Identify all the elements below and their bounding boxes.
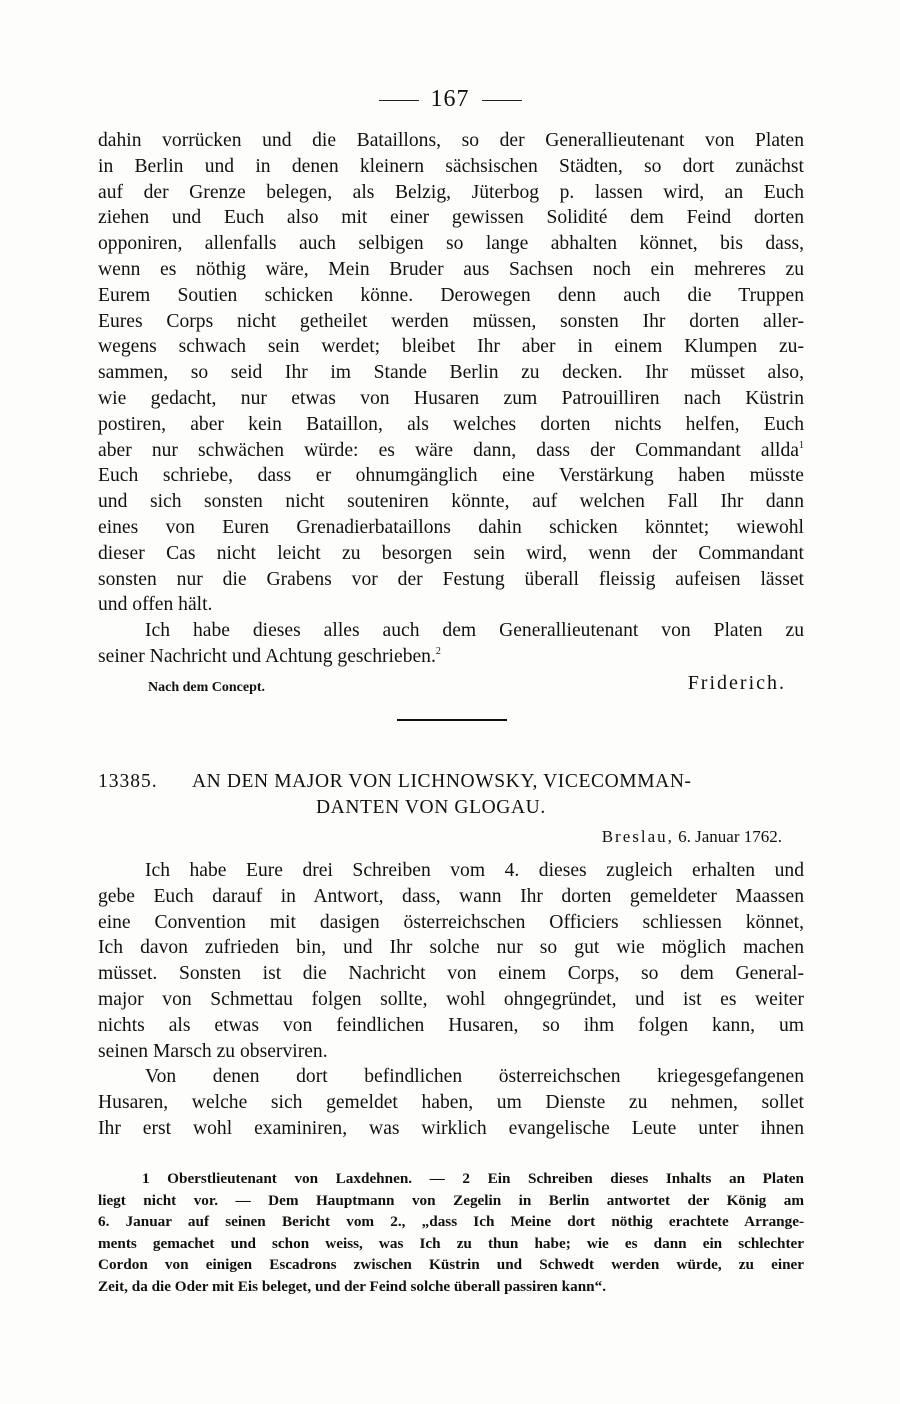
footnote-line: Cordon von einigen Escadrons zwischen Küstrin und Schwedt werden würde, zu einer	[98, 1256, 804, 1273]
document-title-line2: DANTEN VON GLOGAU.	[316, 797, 546, 818]
dateline-date: 6. Januar 1762.	[678, 827, 782, 846]
text-line: aber nur schwächen würde: es wäre dann, dass der Commandant allda	[98, 439, 799, 461]
text-line: Ich habe Eure drei Schreiben vom 4. dieses zugleich erhalten und	[145, 860, 804, 881]
text-line: und offen hält.	[98, 594, 213, 616]
signature: Friderich.	[687, 672, 786, 694]
text-line: postiren, aber kein Bataillon, als welches dorten nichts helfen, Euch	[98, 413, 804, 435]
page-number: 167	[430, 86, 470, 112]
text-line: sammen, so seid Ihr im Stande Berlin zu decken. Ihr müsset also,	[98, 362, 804, 384]
text-line: Ihr erst wohl examiniren, was wirklich evangelische Leute unter ihnen	[98, 1117, 804, 1139]
letter-body-continued	[98, 128, 804, 670]
dateline	[602, 827, 782, 847]
text-line: opponiren, allenfalls auch selbigen so lange abhalten könnet, bis dass,	[98, 233, 804, 255]
text-line: müsset. Sonsten ist die Nachricht von einem Corps, so dem General-	[98, 963, 804, 985]
footnotes	[98, 1168, 804, 1297]
footnote-mark-1: 1	[799, 439, 804, 451]
section-divider	[397, 719, 507, 721]
text-line: Husaren, welche sich gemeldet haben, um Dienste zu nehmen, sollet	[98, 1092, 804, 1114]
footnote-line: 1 Oberstlieutenant von Laxdehnen. — 2 Ein Schreiben dieses Inhalts an Platen	[142, 1170, 804, 1187]
text-line: eines von Euren Grenadierbataillons dahin schicken könntet; wiewohl	[98, 516, 804, 538]
footnote-mark-2: 2	[435, 645, 441, 657]
text-line: major von Schmettau folgen sollte, wohl ohngegründet, und ist es weiter	[98, 988, 804, 1010]
header-dash-left	[379, 100, 419, 101]
text-line: gebe Euch darauf in Antwort, dass, wann Ihr dorten gemeldeter Maassen	[98, 885, 804, 907]
text-line: seiner Nachricht und Achtung geschrieben.	[98, 645, 436, 667]
text-line: Ich habe dieses alles auch dem Generallieutenant von Platen zu	[145, 620, 804, 642]
document-number: 13385.	[98, 771, 158, 792]
text-line: auf der Grenze belegen, als Belzig, Jüterbog p. lassen wird, an Euch	[98, 181, 804, 203]
text-line: wenn es nöthig wäre, Mein Bruder aus Sachsen noch ein mehreres zu	[98, 258, 804, 280]
text-line: seinen Marsch zu observiren.	[98, 1040, 328, 1062]
closing-row	[98, 672, 804, 702]
source-note: Nach dem Concept.	[148, 680, 266, 695]
text-line: sonsten nur die Grabens vor der Festung überall fleissig aufeisen lässet	[98, 568, 804, 590]
footnote-line: liegt nicht vor. — Dem Hauptmann von Zegelin in Berlin antwortet der König am	[98, 1191, 804, 1209]
document-title-line1: AN DEN MAJOR VON LICHNOWSKY, VICECOMMAN-	[192, 771, 692, 792]
text-line-with-footnote	[98, 438, 804, 464]
text-line: dieser Cas nicht leicht zu besorgen sein wird, wenn der Commandant	[98, 542, 804, 564]
text-line-with-footnote	[98, 644, 804, 670]
text-line: ziehen und Euch also mit einer gewissen Solidité dem Feind dorten	[98, 207, 804, 229]
footnote-line: ments gemachet und schon weiss, was Ich zu thun habe; wie es dann ein schlechter	[98, 1234, 804, 1252]
text-line: wegens schwach sein werdet; bleibet Ihr aber in einem Klumpen zu-	[98, 336, 804, 358]
text-line: Ich davon zufrieden bin, und Ihr solche nur so gut wie möglich machen	[98, 937, 804, 959]
text-line: in Berlin und in denen kleinern sächsischen Städten, so dort zunächst	[98, 155, 804, 177]
text-line: dahin vorrücken und die Bataillons, so der Generallieutenant von Platen	[98, 130, 804, 151]
footnote-line: Zeit, da die Oder mit Eis beleget, und der Feind solche überall passiren kann“.	[98, 1277, 606, 1295]
footnote-line: 6. Januar auf seinen Bericht vom 2., „dass Ich Meine dort nöthig erachtete Arrange-	[98, 1213, 804, 1230]
text-line: und sich sonsten nicht souteniren könnte, auf welchen Fall Ihr dann	[98, 491, 804, 513]
page-header	[0, 86, 900, 113]
text-line: Von denen dort befindlichen österreichschen kriegesgefangenen	[145, 1066, 804, 1088]
text-line: wie gedacht, nur etwas von Husaren zum Patrouilliren nach Küstrin	[98, 387, 804, 409]
text-line: nichts als etwas von feindlichen Husaren, so ihm folgen kann, um	[98, 1014, 804, 1036]
text-line: Euch schriebe, dass er ohnumgänglich eine Verstärkung haben müsste	[98, 465, 804, 487]
dateline-place: Breslau,	[601, 827, 674, 846]
text-line: eine Convention mit dasigen österreichschen Officiers schliessen könnet,	[98, 911, 804, 933]
letter-body	[98, 858, 804, 1142]
text-line: Eurem Soutien schicken könne. Derowegen denn auch die Truppen	[98, 284, 804, 306]
text-line: Eures Corps nicht getheilet werden müssen, sonsten Ihr dorten aller-	[98, 310, 804, 332]
header-dash-right	[482, 100, 522, 101]
